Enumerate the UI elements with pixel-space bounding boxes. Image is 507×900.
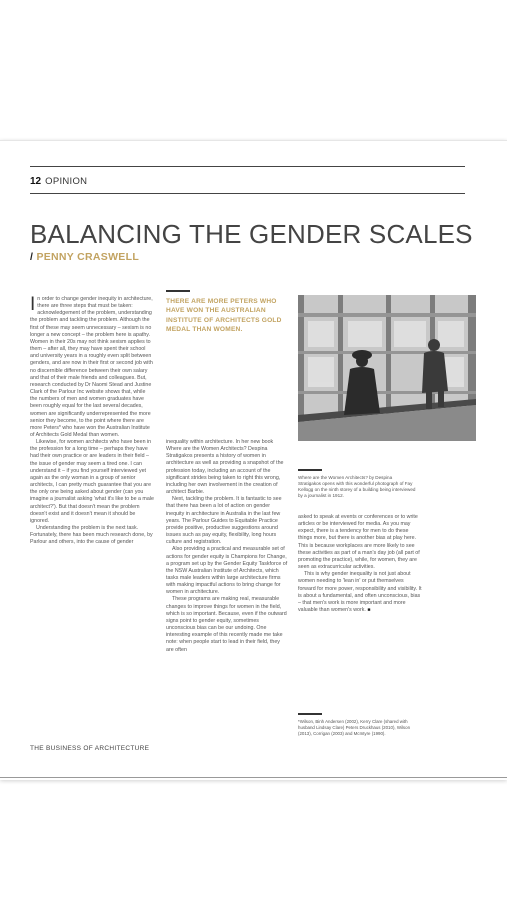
- top-rule: [30, 166, 465, 167]
- paragraph: These programs are making real, measurable changes to improve things for women in the field, which is so important. Because, even if the outward signs point to gender equity, sometimes unconscious bias can be our undoing. One interesting example of this recently made me take note: when people start to lead in their field, they are often: [166, 596, 287, 653]
- page-number: 12: [30, 176, 42, 187]
- byline-slash: /: [30, 251, 34, 263]
- photo-illustration: [298, 295, 476, 441]
- page-header: [30, 176, 87, 187]
- page-footer: THE BUSINESS OF ARCHITECTURE: [30, 745, 150, 752]
- article-title: BALANCING THE GENDER SCALES: [30, 219, 473, 249]
- author-name: PENNY CRASWELL: [36, 251, 140, 263]
- paragraph-text: This is why gender inequality is not just about women needing to 'lean in' or put themselves forward for more power, responsibility and visibility. It is about a fundamental, and often unconscious, bias – that men's work is more important and more valuable than women's work.: [298, 571, 422, 614]
- magazine-page: [0, 140, 507, 780]
- byline: [30, 251, 139, 263]
- column-2: [166, 439, 288, 654]
- caption-rule: [298, 469, 322, 471]
- paragraph: [298, 571, 422, 614]
- footnote: *Wilson, Binh Andersen (2002), Kerry Clare (shared with husband Lindsay Clare) Peters Druckhaus (2010), Wilson (2013), Corrigan (2003) and McIntyre (1990).: [298, 719, 411, 736]
- drop-cap: I: [30, 294, 36, 315]
- paragraph: Also providing a practical and measurable set of actions for gender equity is Champions for Change, a program set up by the Gender Equity Taskforce of the NSW Australian Institute of Architects, which tasks male leaders within large architecture firms with making impactful actions to bring change for women in architecture.: [166, 546, 288, 596]
- paragraph: Next, tackling the problem. It is fantastic to see that there has been a lot of action on gender inequity in architecture in Australia in the last few years. The Parlour Guides to Equitable Practice provide positive, productive suggestions around issues such as pay equity, flexibility, long hours culture and registration.: [166, 496, 282, 546]
- end-mark-icon: ■: [367, 607, 371, 614]
- column-3: [298, 514, 422, 614]
- paragraph: [30, 296, 154, 439]
- paragraph-text: n order to change gender inequity in architecture, there are three steps that must be taken: acknowledgement of the problem, understanding the problem and tackling the problem. Although the first of these may seem unnecessary – sexism is no longer a new concept – the problem here is apathy. Women in their 20s may not think sexism applies to them – after all, they may have spent their school and university years in a roughly even split between genders, and are now in their first or second job with no discernible difference between their own salary and that of their male friends and colleagues. But, research conducted by Dr Naomi Stead and Justine Clark of the Parlour Inc website shows that, while the numbers of men and women graduates have been roughly equal for the last several decades, women are significantly underrepresented the more senior they become, to the point where there are more Peters* who have won the Australian Institute of Architects Gold Medal than women.: [30, 296, 153, 438]
- column-1: [30, 296, 154, 546]
- section-label: OPINION: [45, 176, 88, 187]
- historic-photo: [298, 295, 476, 441]
- paragraph: Understanding the problem is the next task. Fortunately, there has been much research done, by Parlour and others, into the cause of gender: [30, 525, 153, 546]
- pull-quote-text: THERE ARE MORE PETERS WHO HAVE WON THE AUSTRALIAN INSTITUTE OF ARCHITECTS GOLD MEDAL THAN WOMEN.: [166, 298, 282, 334]
- photo-caption: Where are the Women Architects? by Despina Stratigakos opens with this wonderful photograph of Fay Kellogg on the ninth storey of a building being interviewed by a journalist in 1912.: [298, 475, 416, 499]
- paragraph: Likewise, for women architects who have been in the profession for a long time – perhaps they have had their own practice or are leaders in their field – the issue of gender may seem a tired one. I can understand it – if you find yourself interviewed yet again as the only woman in a group of senior architects, I can pretty much guarantee that you are the only one being asked about gender (can you imagine a journalist asking 'what it's like to be a male architect?'). But that doesn't mean the problem doesn't exist and it doesn't mean it should be ignored.: [30, 439, 154, 524]
- pull-quote-rule: [166, 290, 190, 292]
- bottom-rule: [0, 777, 507, 778]
- paragraph: asked to speak at events or conferences or to write articles or be interviewed for media. As you may expect, there is a tendency for men to do these things more, but there is another bias at play here. This is because workplaces are more likely to see these activities as part of a man's day job (all part of promoting the practice), while, for women, they are seen as extracurricular activities.: [298, 514, 420, 571]
- header-rule: [30, 193, 465, 194]
- footnote-rule: [298, 713, 322, 715]
- paragraph: inequality within architecture. In her new book Where are the Women Architects? Despina Stratigakos presents a history of women in architecture as well as providing a snapshot of the profession today, including an account of the significant strides being taken to right this wrong, including her own involvement in the creation of architect Barbie.: [166, 439, 284, 496]
- pull-quote: [166, 290, 286, 335]
